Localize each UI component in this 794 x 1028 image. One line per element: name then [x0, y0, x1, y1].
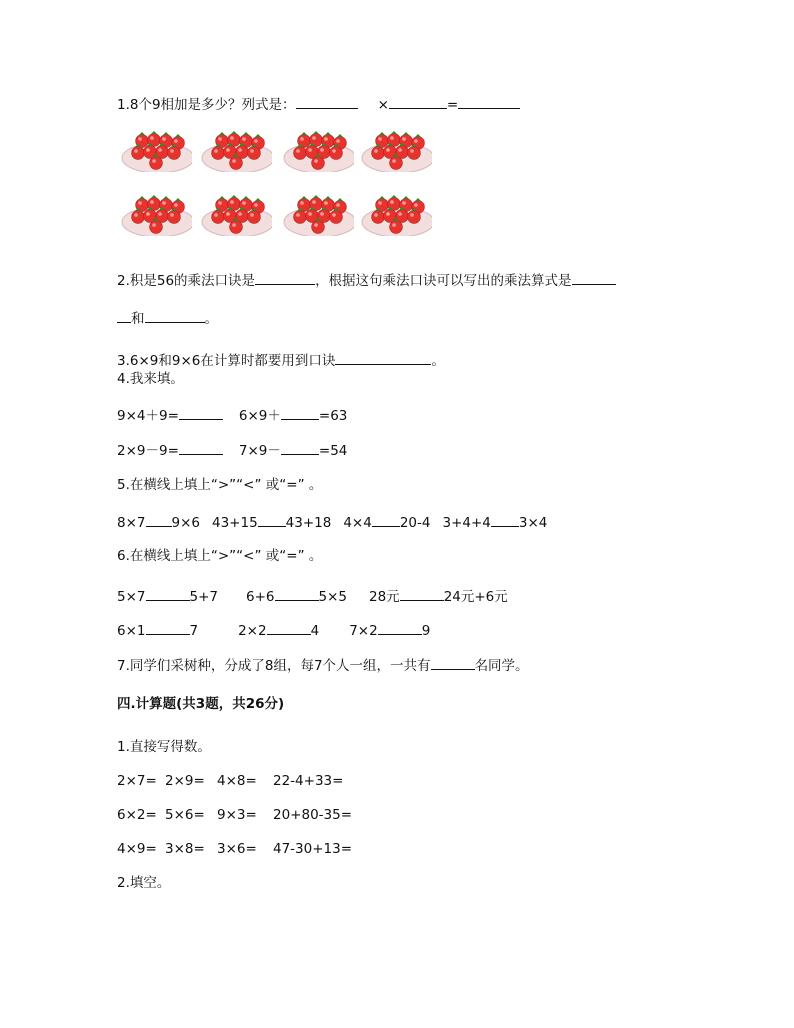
answer-blank[interactable]	[281, 405, 319, 420]
answer-blank[interactable]	[258, 512, 286, 527]
question-3	[117, 350, 445, 370]
calc-item: 4×8=	[217, 773, 257, 789]
expression-result: =54	[318, 443, 348, 459]
calc-item: 9×3=	[217, 807, 257, 823]
calc-item: 5×6=	[165, 807, 205, 823]
compare-right: 24元+6元	[443, 589, 508, 605]
compare-right: 9	[421, 623, 431, 639]
expression: 2×9－9=	[117, 443, 179, 459]
tomato-plate-icon	[282, 190, 354, 236]
answer-blank[interactable]	[400, 586, 444, 601]
answer-blank[interactable]	[296, 94, 358, 109]
question-3-text: 3.6×9和9×6在计算时都要用到口诀	[117, 353, 336, 369]
period: 。	[204, 311, 218, 327]
compare-left: 4×4	[343, 515, 372, 531]
answer-blank[interactable]	[572, 270, 616, 285]
and-text: 和	[131, 311, 145, 327]
question-4-title: 4.我来填。	[117, 371, 184, 387]
tomato-plate-icon	[200, 126, 272, 172]
answer-blank[interactable]	[458, 94, 520, 109]
calc-item: 2×7=	[117, 773, 157, 789]
question-4-row-2	[117, 440, 347, 460]
calc-item: 6×2=	[117, 807, 157, 823]
calc-item: 4×9=	[117, 841, 157, 857]
tomato-plate-icon	[360, 126, 432, 172]
question-6-row-1	[117, 586, 508, 606]
section-title: 四.计算题(共3题，共26分)	[117, 696, 285, 712]
question-1-text: 1.8个9相加是多少？列式是：	[117, 97, 296, 113]
question-2-line-2	[117, 308, 218, 328]
answer-blank[interactable]	[275, 586, 319, 601]
tomato-plate-icon	[120, 126, 192, 172]
answer-blank[interactable]	[179, 405, 223, 420]
answer-blank[interactable]	[117, 308, 131, 323]
answer-blank[interactable]	[267, 620, 311, 635]
compare-left: 6×1	[117, 623, 146, 639]
compare-right: 5+7	[189, 589, 218, 605]
calc-row	[117, 840, 352, 858]
compare-left: 2×2	[238, 623, 267, 639]
expression: 9×4＋9=	[117, 408, 179, 424]
compare-left: 6+6	[246, 589, 275, 605]
answer-blank[interactable]	[146, 620, 190, 635]
calc-item: 2×9=	[165, 773, 205, 789]
question-1	[117, 94, 520, 114]
expression-result: =63	[318, 408, 348, 424]
times-sign: ×	[377, 97, 389, 113]
compare-left: 43+15	[212, 515, 258, 531]
calc-item: 20+80-35=	[273, 807, 353, 823]
compare-left: 8×7	[117, 515, 146, 531]
equals-sign: =	[446, 97, 459, 113]
compare-left: 3+4+4	[442, 515, 491, 531]
calc-1-title: 1.直接写得数。	[117, 739, 211, 755]
question-6-title: 6.在横线上填上“>”“<” 或“=” 。	[117, 548, 323, 564]
calc-item: 47-30+13=	[273, 841, 353, 857]
question-7-text: 7.同学们采树种，分成了8组，每7个人一组，一共有	[117, 658, 431, 674]
calc-item: 22-4+33=	[273, 773, 344, 789]
answer-blank[interactable]	[145, 308, 205, 323]
compare-right: 4	[310, 623, 320, 639]
compare-left: 28元	[369, 589, 400, 605]
calc-2-title: 2.填空。	[117, 875, 171, 891]
question-2	[117, 270, 616, 290]
compare-left: 5×7	[117, 589, 146, 605]
calc-row	[117, 806, 352, 824]
calc-item: 3×8=	[165, 841, 205, 857]
answer-blank[interactable]	[179, 440, 223, 455]
answer-blank[interactable]	[431, 655, 475, 670]
expression: 7×9－	[238, 443, 281, 459]
answer-blank[interactable]	[146, 586, 190, 601]
calc-row	[117, 772, 343, 790]
question-5-row	[117, 512, 547, 532]
answer-blank[interactable]	[389, 94, 447, 109]
question-7-end: 名同学。	[474, 658, 529, 674]
question-6-row-2	[117, 620, 430, 640]
compare-right: 7	[189, 623, 199, 639]
tomato-plate-icon	[360, 190, 432, 236]
period: 。	[431, 353, 445, 369]
answer-blank[interactable]	[491, 512, 519, 527]
answer-blank[interactable]	[378, 620, 422, 635]
answer-blank[interactable]	[335, 350, 431, 365]
question-2-text: 2.积是56的乘法口诀是	[117, 273, 256, 289]
question-4-row-1	[117, 405, 347, 425]
answer-blank[interactable]	[372, 512, 400, 527]
tomato-plate-icon	[282, 126, 354, 172]
compare-right: 20-4	[399, 515, 431, 531]
tomato-plate-icon	[200, 190, 272, 236]
compare-right: 5×5	[318, 589, 347, 605]
answer-blank[interactable]	[281, 440, 319, 455]
compare-right: 3×4	[518, 515, 548, 531]
answer-blank[interactable]	[255, 270, 315, 285]
compare-left: 7×2	[349, 623, 378, 639]
calc-item: 3×6=	[217, 841, 257, 857]
compare-right: 9×6	[171, 515, 200, 531]
tomato-plate-icon	[120, 190, 192, 236]
answer-blank[interactable]	[146, 512, 172, 527]
expression: 6×9＋	[238, 408, 281, 424]
question-7	[117, 655, 529, 675]
question-2-text-mid: ，根据这句乘法口诀可以写出的乘法算式是	[315, 273, 572, 289]
question-5-title: 5.在横线上填上“>”“<” 或“=” 。	[117, 477, 323, 493]
compare-right: 43+18	[285, 515, 332, 531]
